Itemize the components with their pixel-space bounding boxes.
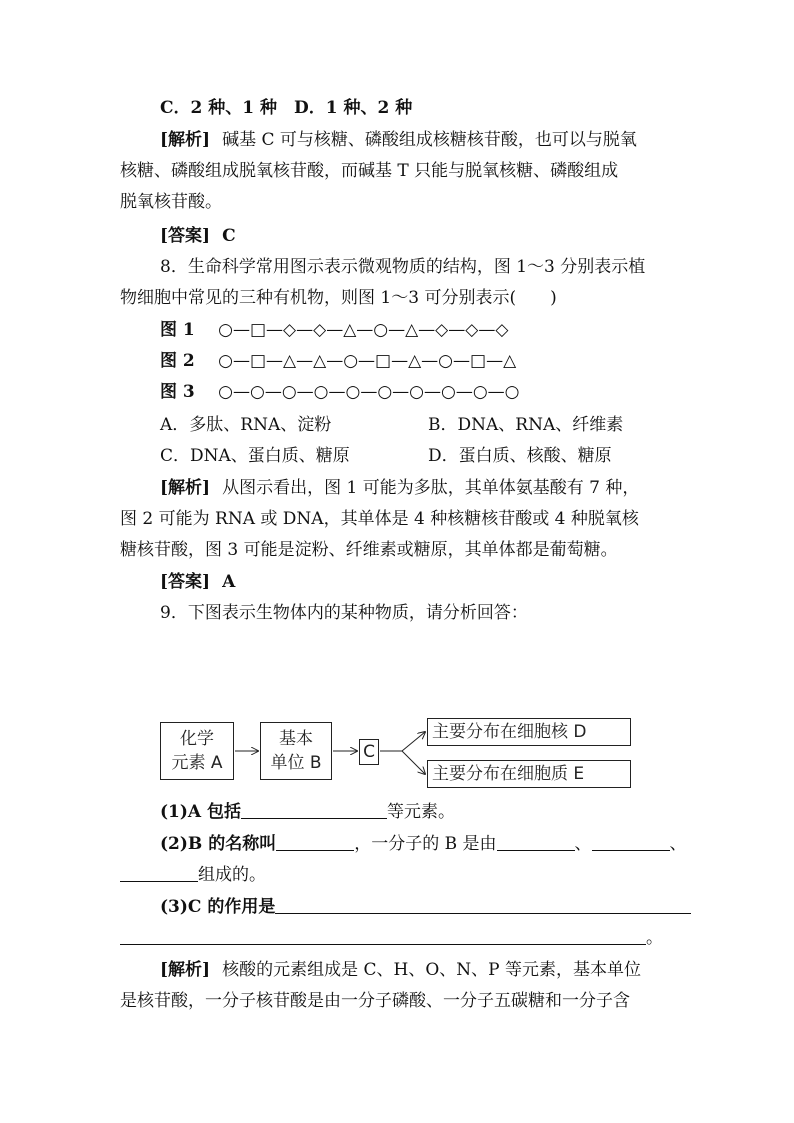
- analysis-tag: [解析]: [160, 960, 211, 980]
- q8-stem-line-1: 8．生命科学常用图示表示微观物质的结构，图 1～3 分别表示植: [160, 257, 646, 277]
- q8-answer: [答案] A: [160, 572, 236, 592]
- box-nucleus-d: 主要分布在细胞核 D: [427, 718, 631, 746]
- q8-stem-line-2: 物细胞中常见的三种有机物，则图 1～3 可分别表示( ): [120, 288, 557, 308]
- q9-stem: 9．下图表示生物体内的某种物质，请分析回答：: [160, 603, 528, 623]
- answer-blank[interactable]: [592, 832, 670, 851]
- analysis-tag: [解析]: [160, 478, 211, 498]
- q8-option-c: C．DNA、蛋白质、糖原: [160, 446, 350, 466]
- arrow-c-to-e: [402, 751, 425, 774]
- q7-options-cd: C．2 种、1 种 D．1 种、2 种: [160, 98, 413, 118]
- q9-sub3: (3)C 的作用是: [160, 895, 691, 919]
- flow-diagram: [160, 718, 640, 794]
- answer-tag: [答案]: [160, 226, 211, 246]
- answer-blank[interactable]: [497, 832, 575, 851]
- q7-answer: [答案] C: [160, 226, 236, 246]
- box-c: C: [359, 739, 379, 765]
- box-unit-b: 基本 单位 B: [260, 722, 332, 780]
- q9-sub3-cont: 。: [120, 926, 663, 950]
- q7-analysis-line-1: [解析] 碱基 C 可与核糖、磷酸组成核糖核苷酸，也可以与脱氧: [160, 130, 637, 150]
- answer-blank[interactable]: [241, 800, 387, 819]
- q7-analysis-line-2: 核糖、磷酸组成脱氧核苷酸，而碱基 T 只能与脱氧核糖、磷酸组成: [120, 161, 619, 181]
- q7-analysis-line-3: 脱氧核苷酸。: [120, 192, 222, 212]
- box-element-a: 化学 元素 A: [160, 722, 234, 780]
- q8-option-b: B．DNA、RNA、纤维素: [428, 415, 624, 435]
- answer-blank[interactable]: [120, 863, 198, 882]
- q8-figure-3: 图 3 ○—○—○—○—○—○—○—○—○—○: [160, 382, 520, 402]
- q9-analysis-line-1: [解析] 核酸的元素组成是 C、H、O、N、P 等元素，基本单位: [160, 960, 641, 980]
- q8-analysis-line-2: 图 2 可能为 RNA 或 DNA，其单体是 4 种核糖核苷酸或 4 种脱氧核: [120, 509, 639, 529]
- q9-analysis-line-2: 是核苷酸，一分子核苷酸是由一分子磷酸、一分子五碳糖和一分子含: [120, 991, 630, 1011]
- q8-option-a: A．多肽、RNA、淀粉: [160, 415, 332, 435]
- q8-analysis-line-1: [解析] 从图示看出，图 1 可能为多肽，其单体氨基酸有 7 种，: [160, 478, 640, 498]
- answer-blank[interactable]: [120, 926, 646, 945]
- q8-figure-1: 图 1 ○—□—◇—◇—△—○—△—◇—◇—◇: [160, 320, 509, 340]
- q9-sub1: (1)A 包括 等元素。: [160, 802, 456, 822]
- q9-sub2: (2)B 的名称叫 ，一分子的 B 是由 、 、: [160, 834, 687, 854]
- answer-blank[interactable]: [276, 832, 354, 851]
- arrow-c-to-d: [402, 732, 425, 751]
- q8-analysis-line-3: 糖核苷酸，图 3 可能是淀粉、纤维素或糖原，其单体都是葡萄糖。: [120, 540, 618, 560]
- answer-blank[interactable]: [275, 895, 691, 914]
- analysis-tag: [解析]: [160, 130, 211, 150]
- q9-sub2-cont: 组成的。: [120, 863, 266, 887]
- q8-option-d: D．蛋白质、核酸、糖原: [428, 446, 612, 466]
- answer-tag: [答案]: [160, 572, 211, 592]
- q8-figure-2: 图 2 ○—□—△—△—○—□—△—○—□—△: [160, 351, 517, 371]
- box-cytoplasm-e: 主要分布在细胞质 E: [427, 760, 631, 788]
- diagram-arrows: [160, 718, 640, 794]
